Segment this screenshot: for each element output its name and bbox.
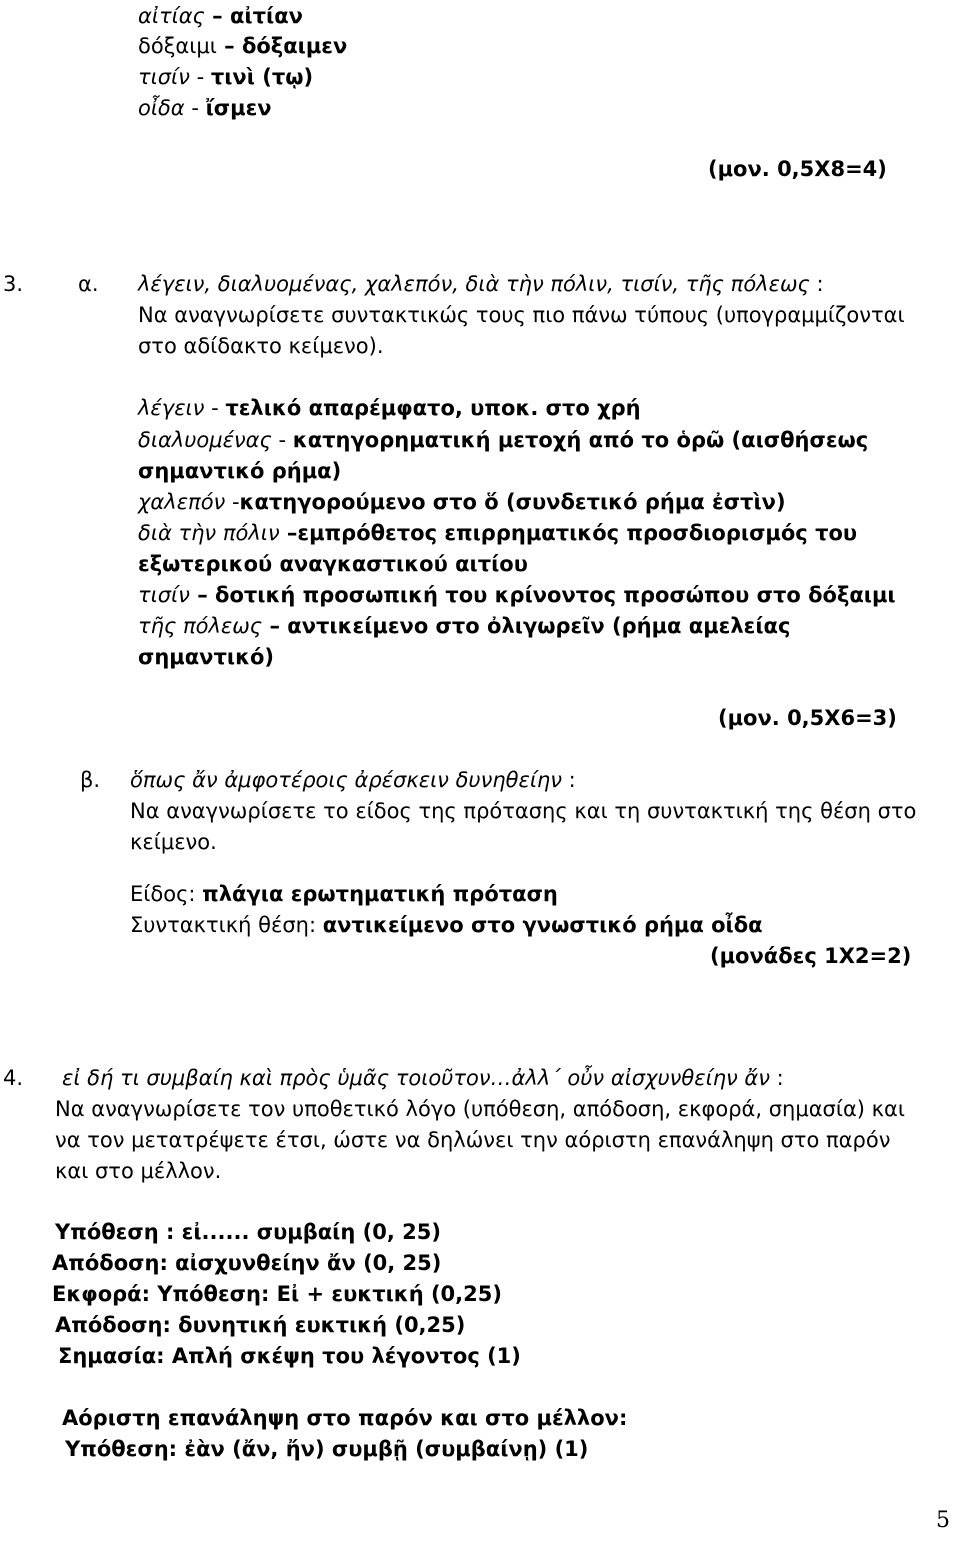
text-line: [130, 828, 217, 856]
text-run: διαλυομένας: [138, 428, 272, 452]
text-line: [138, 426, 868, 454]
text-run: τισίν: [138, 65, 190, 89]
text-run: Να αναγνωρίσετε το είδος της πρότασης και τη συντακτική της θέση στο: [130, 799, 917, 823]
text-run: αντικείμενο στο γνωστικό ρήμα οἶδα: [322, 913, 763, 937]
text-line: [80, 766, 100, 794]
text-run: σημαντικό): [138, 645, 275, 669]
text-line: [62, 1064, 784, 1092]
text-run: τινὶ (τῳ): [210, 65, 314, 89]
text-line: [138, 612, 790, 640]
text-run: Υπόθεση: ἐὰν (ἄν, ἤν) συμβῇ (συμβαίνῃ) (1): [65, 1437, 589, 1461]
text-run: – αἰτίαν: [204, 4, 303, 28]
text-line: [130, 766, 576, 794]
text-run: λέγειν: [138, 396, 205, 420]
text-line: [3, 1064, 23, 1092]
text-run: τῆς πόλεως: [138, 614, 263, 638]
text-run: λέγειν, διαλυομένας, χαλεπόν, διὰ τὴν πόλιν, τισίν, τῆς πόλεως: [138, 272, 810, 296]
text-line: [55, 1126, 890, 1154]
text-run: :: [769, 1066, 784, 1090]
text-line: [708, 155, 887, 183]
text-run: -: [271, 428, 293, 452]
text-line: [718, 704, 897, 732]
text-run: Αόριστη επανάληψη στο παρόν και στο μέλλον:: [62, 1406, 628, 1430]
text-run: α.: [78, 272, 99, 296]
text-line: [138, 519, 857, 547]
text-line: [138, 32, 347, 60]
text-run: κατηγορούμενο στο ὅ (συνδετικό ρήμα ἐστὶν): [239, 490, 786, 514]
text-run: Σημασία: Απλή σκέψη του λέγοντος (1): [58, 1344, 521, 1368]
text-run: (μον. 0,5Χ6=3): [718, 706, 897, 730]
text-run: αἰτίας: [138, 4, 205, 28]
text-run: – αντικείμενο στο ὀλιγωρεῖν (ρήμα αμελείας: [262, 614, 791, 638]
text-run: Εκφορά: Υπόθεση: Εἰ + ευκτική (0,25): [52, 1282, 502, 1306]
text-run: διὰ τὴν πόλιν: [138, 521, 280, 545]
text-line: [65, 1435, 588, 1463]
text-run: κείμενο.: [130, 830, 217, 854]
text-run: –εμπρόθετος επιρρηματικός προσδιορισμός του: [279, 521, 858, 545]
text-line: [52, 1249, 441, 1277]
text-run: β.: [80, 768, 101, 792]
text-line: [78, 270, 99, 298]
text-run: Απόδοση: δυνητική ευκτική (0,25): [55, 1313, 466, 1337]
text-run: ἴσμεν: [205, 96, 272, 120]
text-line: [3, 270, 23, 298]
text-run: (μονάδες 1Χ2=2): [710, 944, 912, 968]
text-run: -: [189, 65, 211, 89]
text-line: [138, 581, 896, 609]
text-line: [138, 643, 274, 671]
text-line: [710, 942, 911, 970]
text-run: Να αναγνωρίσετε συντακτικώς τους πιο πάνω τύπους (υπογραμμίζονται: [138, 303, 905, 327]
text-run: κατηγορηματική μετοχή από το ὁρῶ (αισθήσεως: [292, 428, 869, 452]
text-run: 3.: [3, 272, 24, 296]
text-run: 4.: [3, 1066, 24, 1090]
text-line: [55, 1218, 441, 1246]
text-run: και στο μέλλον.: [55, 1159, 222, 1183]
text-run: τελικό απαρέμφατο, υποκ. στο χρή: [225, 396, 641, 420]
text-line: [138, 94, 272, 122]
text-run: Υπόθεση : εἰ...... συμβαίη (0, 25): [55, 1220, 441, 1244]
text-run: Συντακτική θέση:: [130, 913, 323, 937]
text-run: (μον. 0,5Χ8=4): [708, 157, 887, 181]
text-run: σημαντικό ρήμα): [138, 459, 342, 483]
text-run: – δοτική προσωπική του κρίνοντος προσώπου στο δόξαιμι: [189, 583, 896, 607]
text-line: [138, 457, 341, 485]
text-line: [62, 1404, 627, 1432]
text-line: [130, 797, 916, 825]
text-line: [138, 550, 528, 578]
text-run: τισίν: [138, 583, 190, 607]
text-line: [138, 270, 824, 298]
text-run: Να αναγνωρίσετε τον υποθετικό λόγο (υπόθεση, απόδοση, εκφορά, σημασία) και: [55, 1097, 905, 1121]
text-run: -: [204, 396, 226, 420]
text-run: οἶδα: [138, 96, 185, 120]
text-line: [55, 1311, 465, 1339]
text-run: στο αδίδακτο κείμενο).: [138, 334, 384, 358]
text-run: δόξαιμι: [138, 34, 217, 58]
text-run: πλάγια ερωτηματική πρόταση: [202, 882, 558, 906]
text-run: εἰ δή τι συμβαίη καὶ πρὸς ὑμᾶς τοιοῦτον…ἀλλ΄ οὖν αἰσχυνθείην ἄν: [62, 1066, 770, 1090]
text-run: Είδος:: [130, 882, 203, 906]
text-line: [138, 301, 905, 329]
text-run: να τον μετατρέψετε έτσι, ώστε να δηλώνει την αόριστη επανάληψη στο παρόν: [55, 1128, 891, 1152]
text-line: [55, 1157, 221, 1185]
text-line: [130, 911, 763, 939]
text-line: [138, 332, 384, 360]
text-line: [52, 1280, 502, 1308]
text-run: ὅπως ἄν ἀμφοτέροις ἀρέσκειν δυνηθείην: [130, 768, 562, 792]
text-run: -: [184, 96, 206, 120]
text-run: -: [225, 490, 240, 514]
text-line: [55, 1095, 905, 1123]
text-line: [130, 880, 558, 908]
text-run: :: [561, 768, 576, 792]
text-line: [138, 2, 303, 30]
text-line: [138, 488, 786, 516]
text-run: – δόξαιμεν: [216, 34, 348, 58]
text-run: :: [809, 272, 824, 296]
text-run: χαλεπόν: [138, 490, 226, 514]
text-line: [138, 394, 641, 422]
text-run: εξωτερικού αναγκαστικού αιτίου: [138, 552, 528, 576]
text-run: Απόδοση: αἰσχυνθείην ἄν (0, 25): [52, 1251, 442, 1275]
text-line: [138, 63, 313, 91]
text-line: [58, 1342, 521, 1370]
page-number: 5: [936, 1508, 950, 1533]
